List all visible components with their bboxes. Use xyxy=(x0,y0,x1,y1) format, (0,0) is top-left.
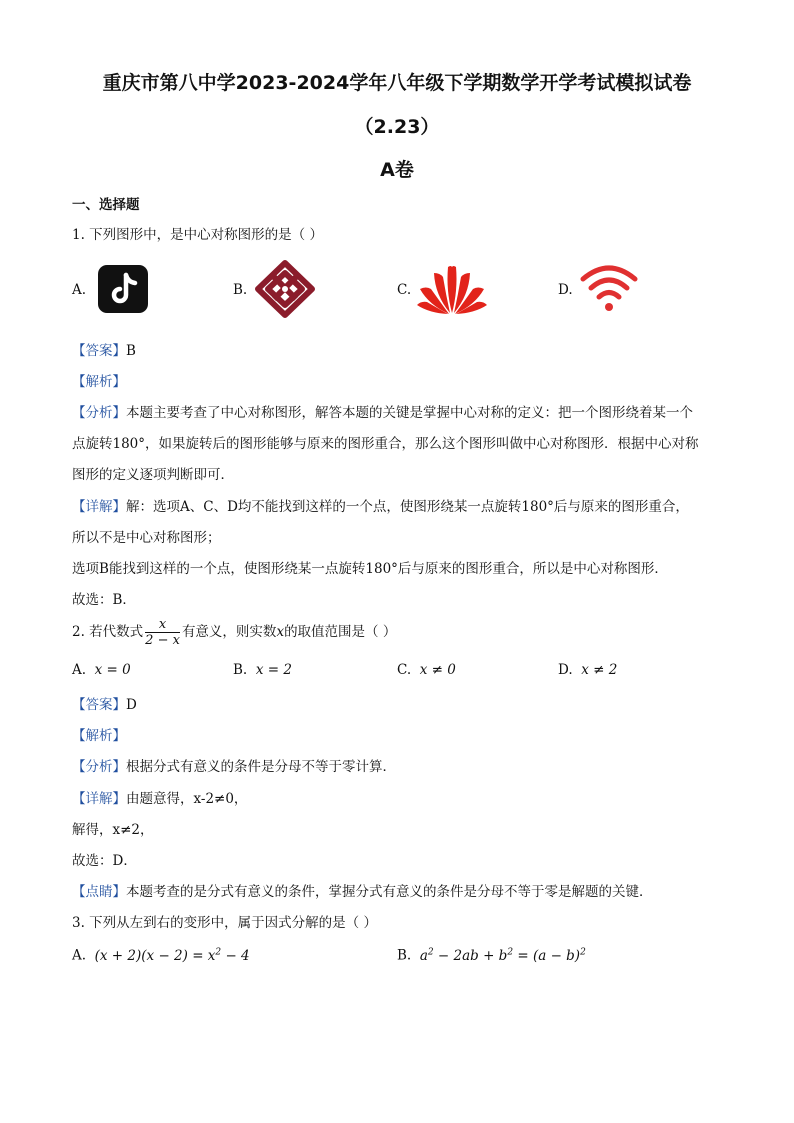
fraction-numerator: x xyxy=(145,617,180,633)
option-expr: x ≠ 2 xyxy=(581,662,618,678)
option-label: A. xyxy=(72,662,87,678)
paper-section-title: A卷 xyxy=(380,159,414,181)
q2-fraction xyxy=(145,617,180,648)
q2-xiangjie-line2: 解得，x≠2， xyxy=(72,822,154,838)
q2-option-d xyxy=(558,662,617,678)
expr-part: − 2ab + b xyxy=(433,947,508,964)
exponent: 2 xyxy=(427,947,434,957)
exponent: 2 xyxy=(215,947,222,957)
option-expr xyxy=(95,948,250,964)
q3-stem: 3. 下列从左到右的变形中，属于因式分解的是（ ） xyxy=(72,915,377,931)
q1-xiangjie-line3: 选项B能找到这样的一个点，使图形绕某一点旋转180°后与原来的图形重合，所以是中心对称图形． xyxy=(72,561,668,577)
q2-answer xyxy=(72,693,137,713)
dianjing-text: 本题考查的是分式有意义的条件，掌握分式有意义的条件是分母不等于零是解题的关键． xyxy=(126,884,653,900)
q2-analysis-tag: 【解析】 xyxy=(72,728,126,744)
answer-tag: 【答案】 xyxy=(72,343,126,359)
q3-option-a xyxy=(72,947,250,964)
wifi-icon xyxy=(579,263,639,317)
q2-fenxi xyxy=(72,755,396,775)
option-expr: x = 0 xyxy=(94,662,131,678)
q1-fenxi-line1 xyxy=(72,401,693,421)
tiktok-logo-icon xyxy=(98,265,148,317)
q2-stem-pre: 2. 若代数式 xyxy=(72,624,144,640)
answer-value: B xyxy=(126,343,136,359)
q2-xiangjie-line3: 故选：D． xyxy=(72,853,137,869)
xiangjie-tag: 【详解】 xyxy=(72,791,126,807)
option-label: A. xyxy=(72,947,87,964)
fenxi-tag: 【分析】 xyxy=(72,405,126,421)
q2-dianjing xyxy=(72,880,653,900)
expr-part: − 4 xyxy=(221,947,250,964)
huawei-logo-icon xyxy=(415,261,489,319)
q1-option-a-label: A. xyxy=(72,282,87,298)
expr-part: = (a − b) xyxy=(513,947,581,964)
exam-title: 重庆市第八中学2023-2024学年八年级下学期数学开学考试模拟试卷 xyxy=(102,72,692,94)
section-heading: 一、选择题 xyxy=(72,197,140,213)
q1-xiangjie-line4: 故选：B． xyxy=(72,592,136,608)
q1-option-b-label: B. xyxy=(233,282,248,298)
q2-stem-post: 有意义，则实数 xyxy=(181,624,277,640)
q2-xiangjie-line1 xyxy=(72,787,247,807)
fenxi-tag: 【分析】 xyxy=(72,759,126,775)
option-label: B. xyxy=(233,662,248,678)
option-expr: x = 2 xyxy=(255,662,292,678)
q2-stem xyxy=(72,617,396,648)
q2-option-b xyxy=(233,662,292,678)
q1-stem: 1. 下列图形中，是中心对称图形的是（ ） xyxy=(72,227,323,243)
xiangjie-text: 由题意得，x-2≠0， xyxy=(126,791,248,807)
answer-value: D xyxy=(126,697,137,713)
q1-xiangjie-line1 xyxy=(72,495,689,515)
q1-option-d-label: D. xyxy=(558,282,573,298)
q2-option-c xyxy=(397,662,456,678)
option-label: C. xyxy=(397,662,412,678)
option-expr xyxy=(420,948,586,964)
exam-date: （2.23） xyxy=(354,116,440,138)
q3-option-b xyxy=(397,947,586,964)
q1-answer xyxy=(72,339,136,359)
q1-analysis-tag: 【解析】 xyxy=(72,374,126,390)
expr-part: (x + 2)(x − 2) = x xyxy=(94,947,216,964)
dianjing-tag: 【点睛】 xyxy=(72,884,126,900)
option-expr: x ≠ 0 xyxy=(419,662,456,678)
q2-stem-variable: x xyxy=(276,624,285,640)
q1-fenxi-line3: 图形的定义逐项判断即可． xyxy=(72,467,234,483)
xiangjie-tag: 【详解】 xyxy=(72,499,126,515)
fraction-denominator: 2 − x xyxy=(145,633,180,648)
fenxi-text: 本题主要考查了中心对称图形，解答本题的关键是掌握中心对称的定义：把一个图形绕着某一个 xyxy=(126,405,693,421)
option-label: B. xyxy=(397,947,412,964)
q2-stem-end: 的取值范围是（ ） xyxy=(284,624,397,640)
exponent: 2 xyxy=(580,947,586,957)
q1-option-c-label: C. xyxy=(397,282,412,298)
fenxi-text: 根据分式有意义的条件是分母不等于零计算． xyxy=(126,759,396,775)
exponent: 2 xyxy=(507,947,514,957)
option-label: D. xyxy=(558,662,573,678)
q1-xiangjie-line2: 所以不是中心对称图形； xyxy=(72,530,221,546)
expr-part: a xyxy=(419,947,428,964)
answer-tag: 【答案】 xyxy=(72,697,126,713)
q1-fenxi-line2: 点旋转180°，如果旋转后的图形能够与原来的图形重合，那么这个图形叫做中心对称图形．根据中心对称 xyxy=(72,436,699,452)
polyu-knot-logo-icon xyxy=(254,259,316,323)
q2-option-a xyxy=(72,662,131,678)
xiangjie-text: 解：选项A、C、D均不能找到这样的一个点，使图形绕某一点旋转180°后与原来的图形重合， xyxy=(126,499,689,515)
